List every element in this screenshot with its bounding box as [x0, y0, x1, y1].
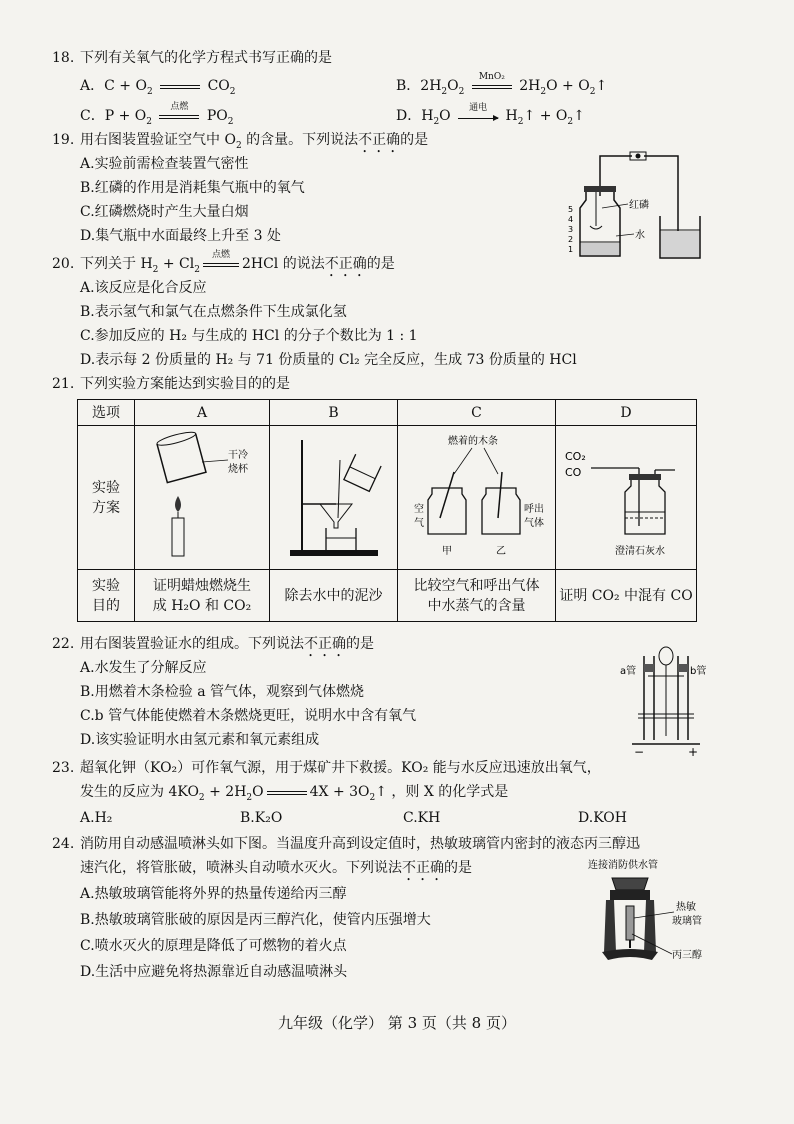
fig-d-gas-2: CO — [565, 465, 582, 479]
filtration-figure — [274, 430, 394, 560]
table-cell-purpose-b: 除去水中的泥沙 — [270, 570, 398, 622]
q24-label-propanetriol: 丙三醇 — [672, 950, 702, 961]
breath-comparison-figure — [402, 430, 552, 560]
fig-c-air-2: 气 — [413, 517, 424, 529]
q22-label-a: a管 — [620, 666, 637, 677]
fig-a-label-2: 烧杯 — [228, 463, 248, 475]
table-header-b: B — [270, 400, 398, 426]
q22-stem: 22. 用右图装置验证水的组成。下列说法不正确的是 — [52, 636, 374, 652]
q19-scale-5: 5 — [568, 205, 574, 214]
q20-option-b: B.表示氢气和氯气在点燃条件下生成氯化氢 — [80, 304, 347, 320]
table-header-c: C — [398, 400, 556, 426]
fig-d-gas-1: CO₂ — [565, 449, 586, 463]
table-cell-purpose-d: 证明 CO₂ 中混有 CO — [556, 570, 697, 622]
candle-beaker-figure — [142, 430, 262, 560]
q19-label-water: 水 — [635, 230, 645, 241]
q24-label-glass-1: 热敏 — [676, 902, 696, 913]
q22-option-c: C.b 管气体能使燃着木条燃烧更旺，说明水中含有氧气 — [80, 708, 417, 724]
q22-electrolysis-figure — [618, 640, 714, 760]
q18-option-b: B．$2H_2O_2$ MnO₂ $2H_2O$ + $O_2↑$ — [396, 72, 608, 97]
q23-option-d: D.KOH — [578, 810, 627, 826]
q19-scale-3: 3 — [568, 225, 574, 234]
q18-stem: 18. 下列有关氧气的化学方程式书写正确的是 — [52, 50, 332, 66]
q24-option-b: B.热敏玻璃管胀破的原因是丙三醇汽化，使管内压强增大 — [80, 912, 431, 928]
q21-stem: 21. 下列实验方案能达到实验目的的是 — [52, 376, 290, 392]
q23-line2: 发生的反应为 $4KO_2 + 2H_2O$ $4X + 3O_2↑$ ，则 X 的化学式是 — [80, 784, 509, 803]
q19-option-d: D.集气瓶中水面最终上升至 3 处 — [80, 228, 281, 244]
q21-table — [77, 399, 697, 622]
table-row-label-plan: 实验 方案 — [78, 426, 135, 570]
q24-option-a: A.热敏玻璃管能将外界的热量传递给丙三醇 — [80, 886, 347, 902]
fig-c-air-1: 空 — [413, 503, 424, 515]
q19-option-c: C.红磷燃烧时产生大量白烟 — [80, 204, 249, 220]
q24-sprinkler-figure — [582, 856, 712, 978]
q24-option-c: C.喷水灭火的原理是降低了可燃物的着火点 — [80, 938, 347, 954]
q20-stem: 20. 下列关于 $H_2 + Cl_2$ 点燃 2HCl 的说法不正确的是 — [52, 250, 395, 275]
table-header-d: D — [556, 400, 697, 426]
q19-scale-2: 2 — [568, 235, 574, 244]
q22-option-a: A.水发生了分解反应 — [80, 660, 207, 676]
q23-option-c: C.KH — [403, 810, 441, 826]
q22-label-b: b管 — [690, 666, 707, 677]
q20-option-d: D.表示每 2 份质量的 H₂ 与 71 份质量的 Cl₂ 完全反应，生成 73 份质量的 HCl — [80, 352, 577, 368]
q24-label-glass-2: 玻璃管 — [672, 916, 702, 927]
q23-option-a: A.H₂ — [80, 810, 113, 826]
q20-option-a: A.该反应是化合反应 — [80, 280, 207, 296]
table-cell-purpose-a: 证明蜡烛燃烧生 成 H₂O 和 CO₂ — [135, 570, 270, 622]
fig-c-exhale-1: 呼出 — [523, 503, 544, 515]
q19-scale-1: 1 — [568, 245, 574, 254]
q18-option-c: C．$P + O_2$ 点燃 $PO_2$ — [80, 102, 234, 127]
fig-c-top-label: 燃着的木条 — [447, 435, 498, 447]
table-cell-fig-c — [398, 426, 556, 570]
q24-line1: 24. 消防用自动感温喷淋头如下图。当温度升高到设定值时，热敏玻璃管内密封的液态丙三醇迅 — [52, 836, 640, 852]
q23-line1: 23. 超氧化钾（KO₂）可作氧气源，用于煤矿井下救援。KO₂ 能与水反应迅速放出氧气， — [52, 760, 601, 776]
q20-option-c: C.参加反应的 H₂ 与生成的 HCl 的分子个数比为 1 : 1 — [80, 328, 418, 344]
q19-label-phosphorus: 红磷 — [629, 200, 649, 211]
q18-option-a: A．$C + O_2$ $CO_2$ — [80, 78, 236, 97]
fig-c-jia: 甲 — [441, 545, 452, 557]
fig-a-label-1: 干冷 — [228, 449, 248, 461]
table-header-a: A — [135, 400, 270, 426]
limewater-figure — [559, 430, 693, 560]
q19-stem: 19. 用右图装置验证空气中 $O_2$ 的含量。下列说法不正确的是 — [52, 132, 429, 151]
table-header-option: 选项 — [78, 400, 135, 426]
table-cell-fig-b — [270, 426, 398, 570]
q18-option-d: D．$H_2O$ 通电 $H_2↑$ + $O_2↑$ — [396, 102, 585, 127]
table-cell-fig-d — [556, 426, 697, 570]
q22-option-b: B.用燃着木条检验 a 管气体，观察到气体燃烧 — [80, 684, 364, 700]
q23-option-b: B.K₂O — [240, 810, 283, 826]
q19-scale-4: 4 — [568, 215, 574, 224]
fig-c-exhale-2: 气体 — [523, 517, 544, 529]
q24-option-d: D.生活中应避免将热源靠近自动感温喷淋头 — [80, 964, 348, 980]
fig-c-yi: 乙 — [495, 545, 506, 557]
q19-figure — [562, 146, 712, 262]
q19-option-a: A.实验前需检查装置气密性 — [80, 156, 249, 172]
table-cell-fig-a — [135, 426, 270, 570]
q22-label-plus: + — [688, 745, 699, 759]
q24-line2: 速汽化，将管胀破，喷淋头自动喷水灭火。下列说法不正确的是 — [80, 860, 472, 876]
q19-option-b: B.红磷的作用是消耗集气瓶中的氧气 — [80, 180, 305, 196]
q24-label-top: 连接消防供水管 — [588, 860, 658, 871]
fig-d-lime-label: 澄清石灰水 — [615, 545, 665, 557]
table-row-label-purpose: 实验 目的 — [78, 570, 135, 622]
q22-label-minus: − — [634, 745, 645, 759]
q22-option-d: D.该实验证明水由氢元素和氧元素组成 — [80, 732, 320, 748]
page-footer: 九年级（化学） 第 3 页（共 8 页） — [278, 1014, 516, 1032]
table-cell-purpose-c: 比较空气和呼出气体 中水蒸气的含量 — [398, 570, 556, 622]
